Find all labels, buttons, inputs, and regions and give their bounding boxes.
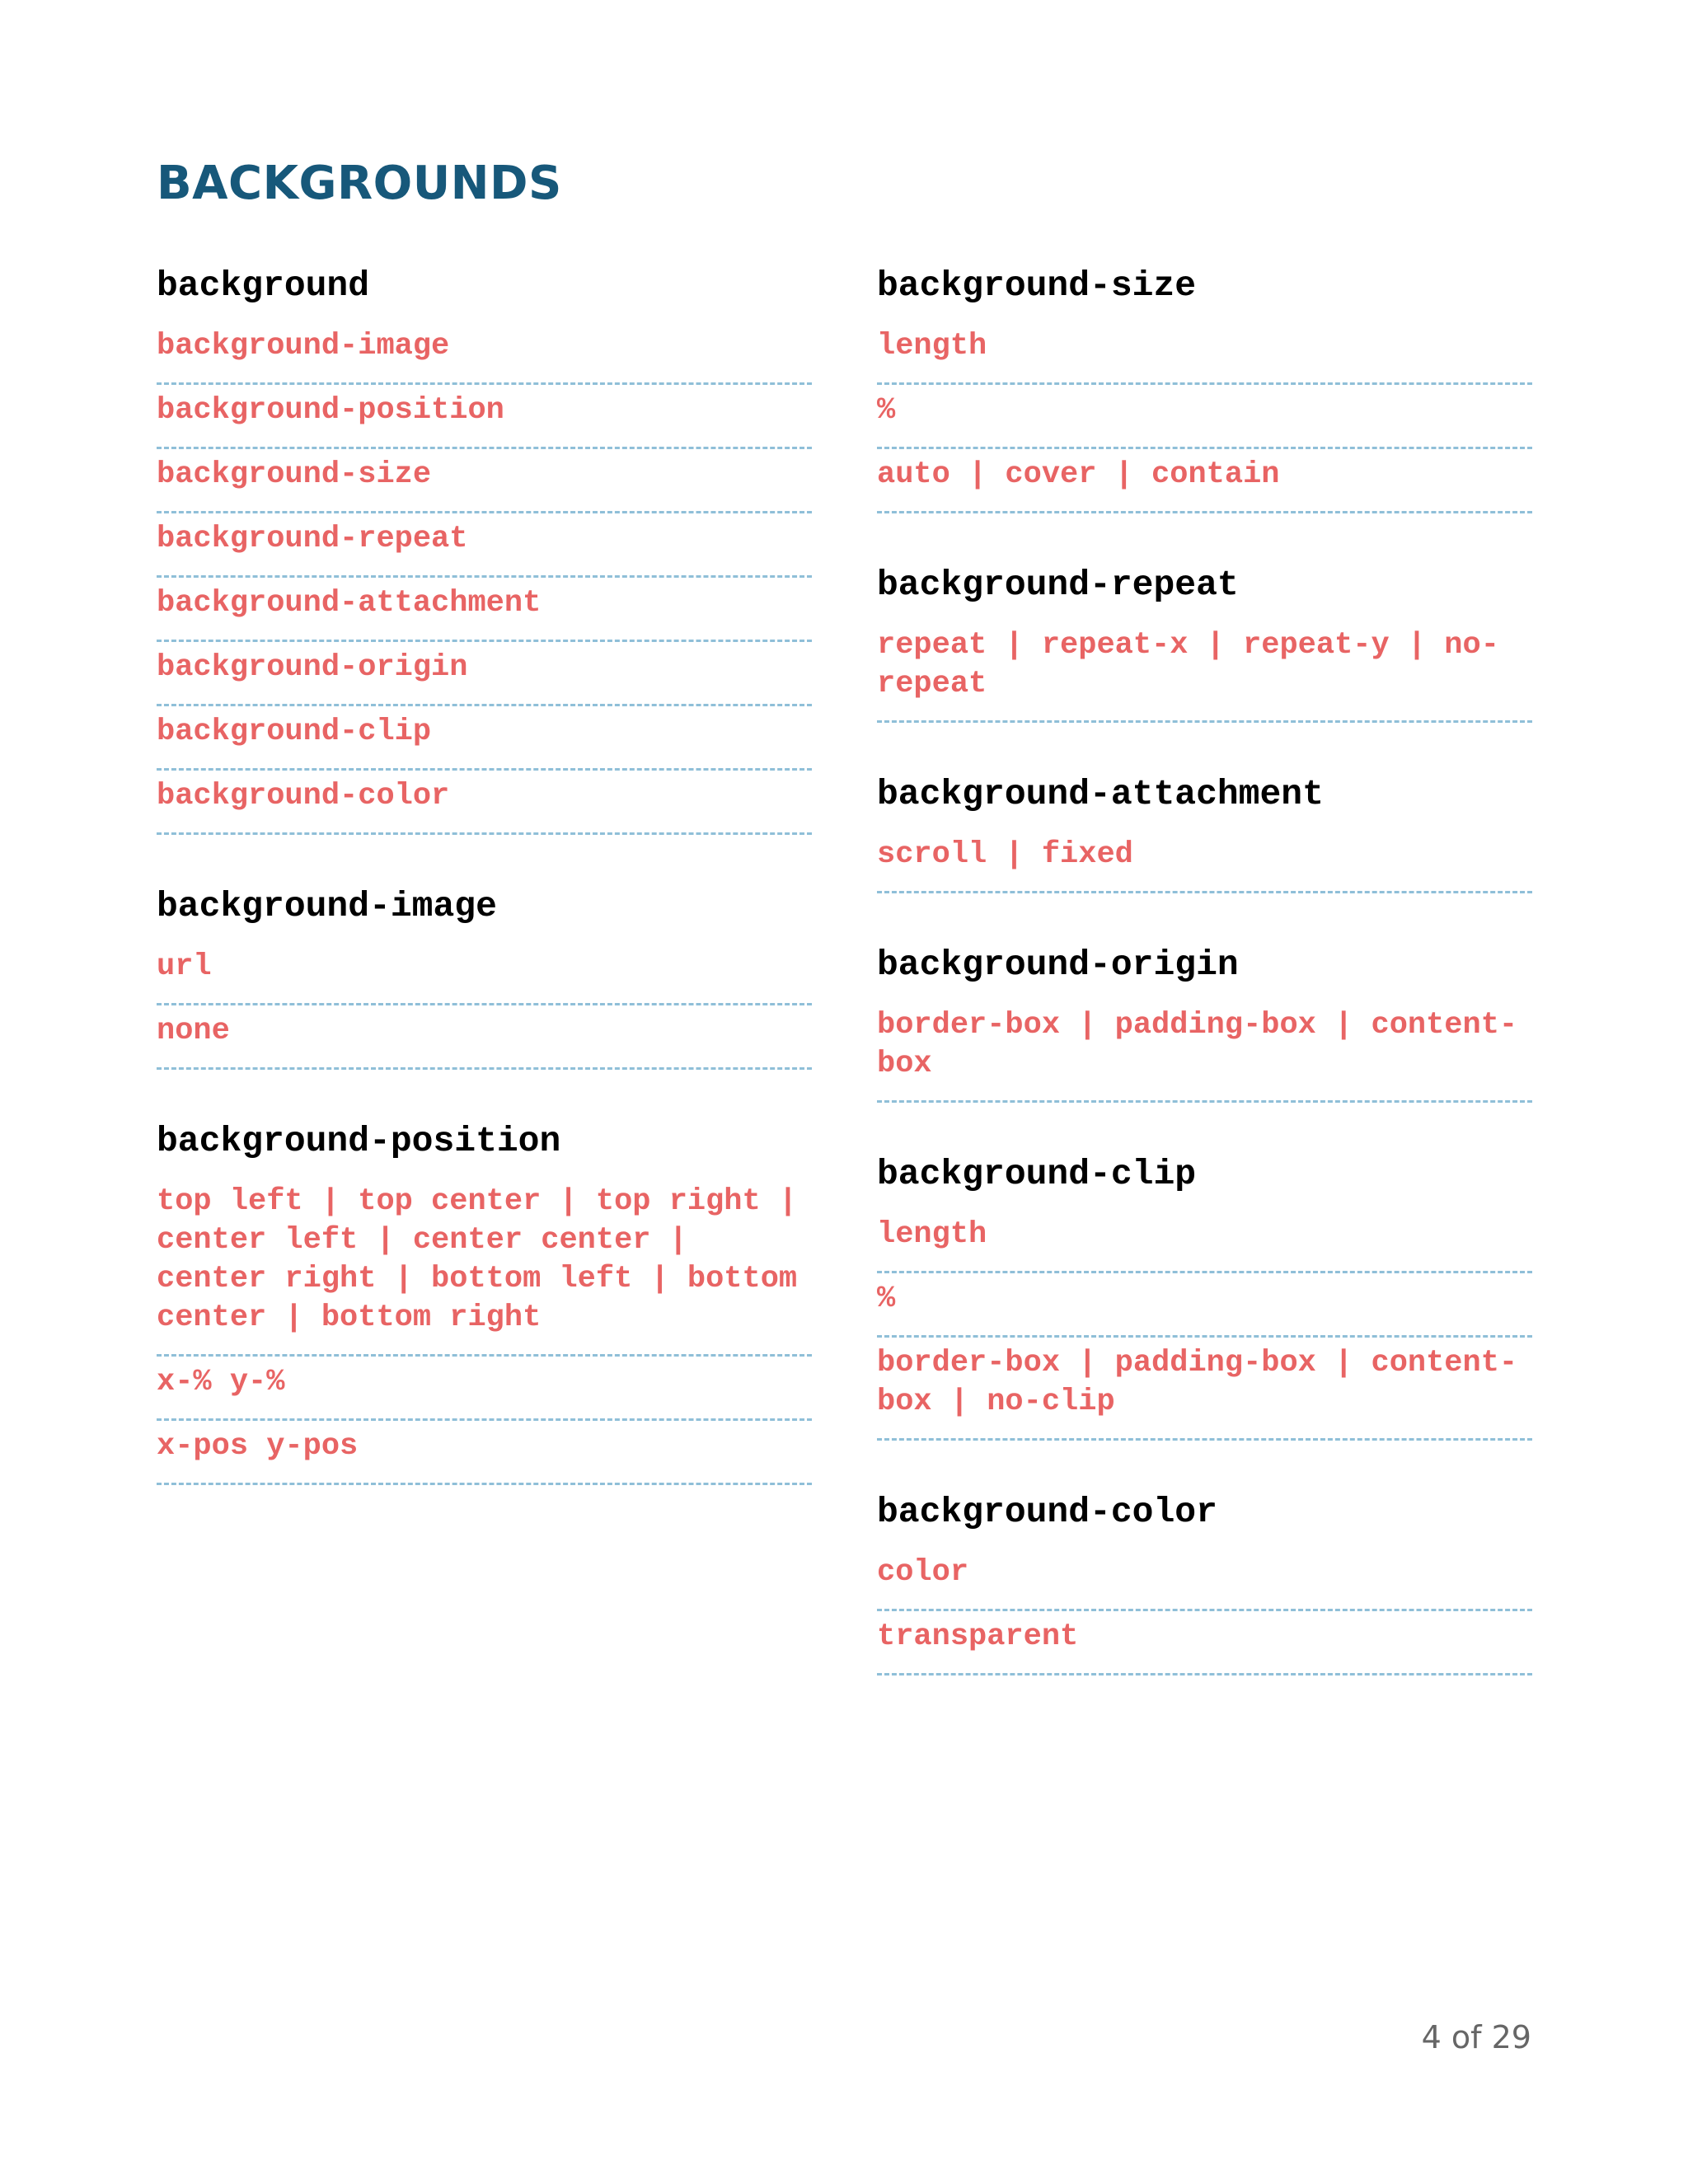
property-name: background xyxy=(157,265,370,306)
section-background-repeat xyxy=(877,559,1532,723)
section-background-size xyxy=(877,260,1532,513)
property-value: background-origin xyxy=(157,642,812,706)
value-list xyxy=(877,829,1532,893)
value-list xyxy=(157,1176,812,1485)
section-background-attachment xyxy=(877,768,1532,893)
property-name: background-position xyxy=(157,1121,561,1161)
page-title: BACKGROUNDS xyxy=(157,157,562,210)
property-name: background-clip xyxy=(877,1154,1197,1194)
value-list xyxy=(877,620,1532,723)
property-value: transparent xyxy=(877,1611,1532,1675)
left-column xyxy=(157,260,812,1530)
property-name: background-image xyxy=(157,886,497,926)
property-value: color xyxy=(877,1547,1532,1611)
property-value: % xyxy=(877,385,1532,449)
value-list xyxy=(877,321,1532,513)
property-value: auto | cover | contain xyxy=(877,449,1532,513)
section-background-clip xyxy=(877,1148,1532,1441)
value-list xyxy=(877,1547,1532,1675)
section-background-color xyxy=(877,1486,1532,1675)
value-list xyxy=(877,1000,1532,1103)
property-value: background-size xyxy=(157,449,812,513)
property-value: % xyxy=(877,1273,1532,1338)
property-value: background-image xyxy=(157,321,812,385)
section-background xyxy=(157,260,812,835)
section-background-image xyxy=(157,880,812,1070)
right-column xyxy=(877,260,1532,1721)
property-name: background-origin xyxy=(877,944,1239,985)
property-value: length xyxy=(877,1209,1532,1273)
property-name: background-size xyxy=(877,265,1197,306)
property-value: url xyxy=(157,941,812,1005)
section-background-origin xyxy=(877,939,1532,1103)
property-value: none xyxy=(157,1005,812,1070)
property-name: background-repeat xyxy=(877,565,1239,605)
section-background-position xyxy=(157,1115,812,1485)
property-value: background-position xyxy=(157,385,812,449)
property-value: background-repeat xyxy=(157,513,812,578)
value-list xyxy=(157,321,812,835)
property-value: x-pos y-pos xyxy=(157,1421,812,1485)
property-value: x-% y-% xyxy=(157,1357,812,1421)
value-list xyxy=(157,941,812,1070)
property-value: scroll | fixed xyxy=(877,829,1532,893)
property-name: background-attachment xyxy=(877,774,1324,814)
property-value: background-color xyxy=(157,771,812,835)
property-value: border-box | padding-box | content-box xyxy=(877,1000,1532,1103)
value-list xyxy=(877,1209,1532,1441)
property-value: repeat | repeat-x | repeat-y | no-repeat xyxy=(877,620,1532,723)
property-value: background-attachment xyxy=(157,578,812,642)
property-value: top left | top center | top right | center left | center center | center right | bottom left | bottom center | bottom right xyxy=(157,1176,812,1357)
page-number: 4 of 29 xyxy=(1421,2019,1531,2055)
property-value: background-clip xyxy=(157,706,812,771)
property-value: length xyxy=(877,321,1532,385)
property-name: background-color xyxy=(877,1492,1217,1532)
property-value: border-box | padding-box | content-box | no-clip xyxy=(877,1338,1532,1441)
